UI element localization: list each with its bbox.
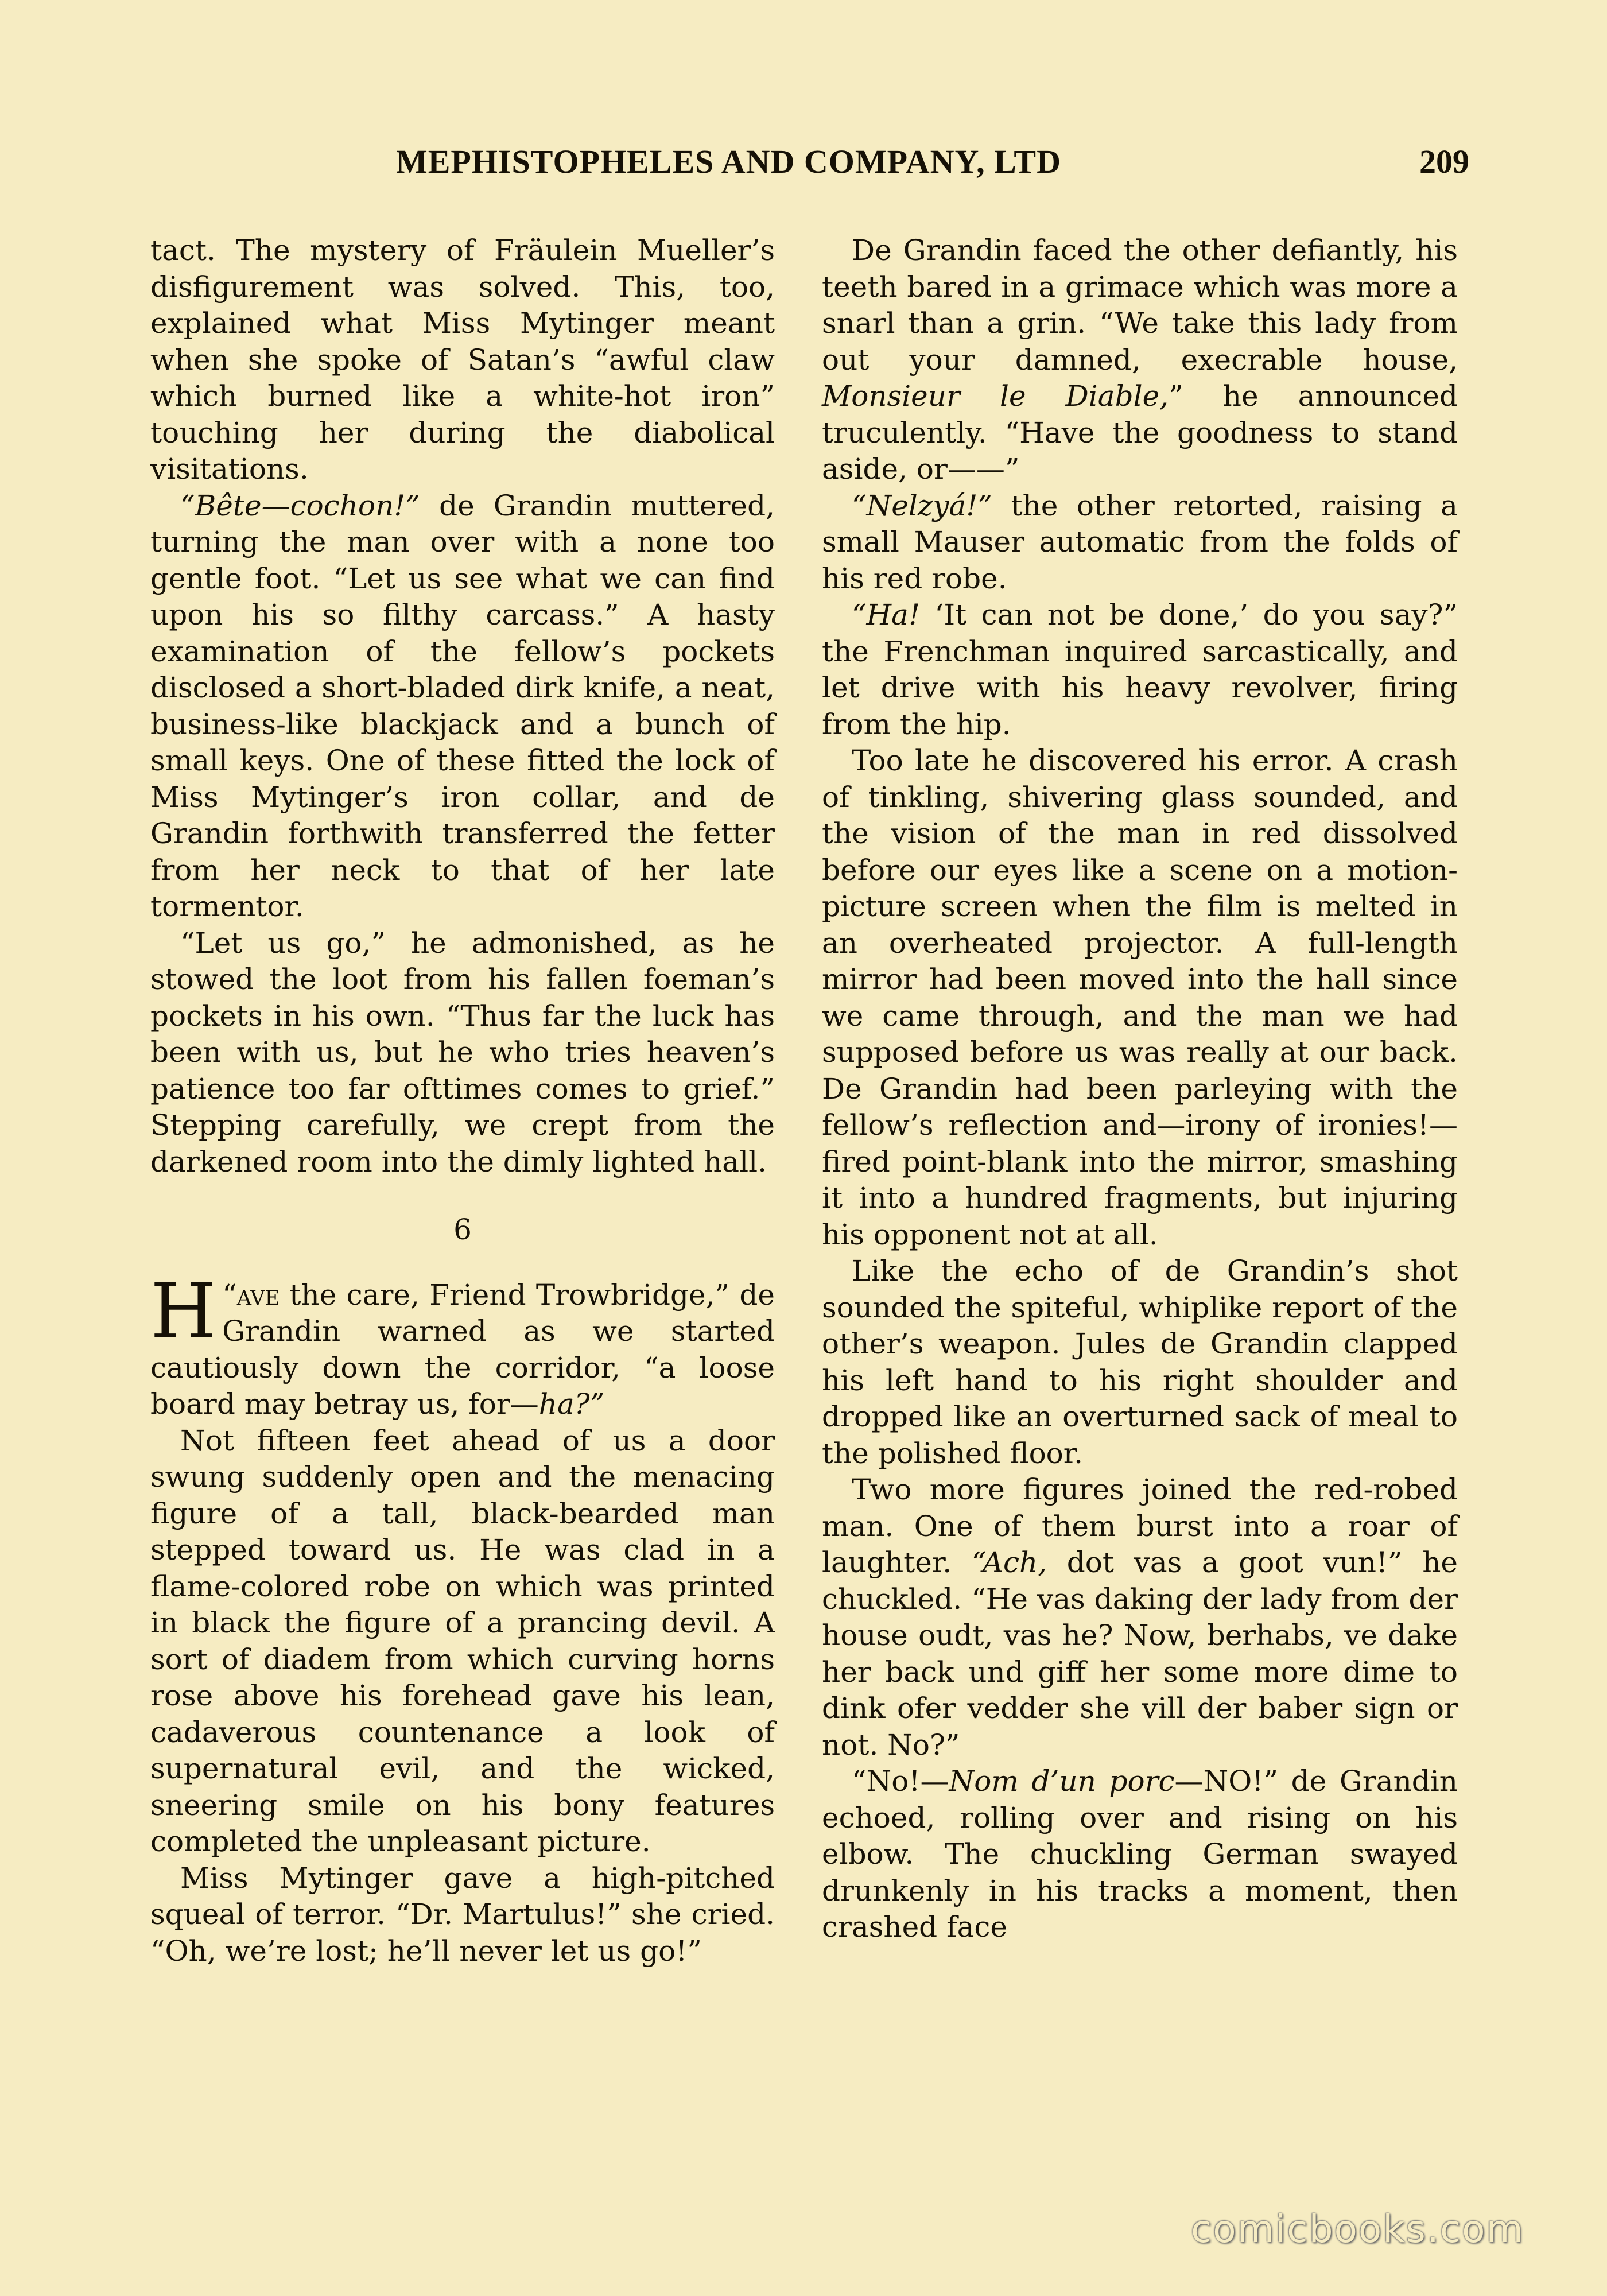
running-title: MEPHISTOPHELES AND COMPANY, LTD	[396, 143, 1061, 180]
paragraph: Not fifteen feet ahead of us a door swung suddenly open and the menacing figure of a tall, black-bearded man stepped toward us. He was clad in a flame-colored robe on which was printed in black the figure of a prancing devil. A sort of diadem from which curving horns rose above his forehead gave his lean, cadaverous countenance a look of supernatural evil, and the wicked, sneering smile on his bony features completed the unpleasant picture.	[150, 1424, 775, 1858]
paragraph: “Ha! ‘It can not be done,’ do you say?” the Frenchman inquired sarcastically, and let drive with his heavy revolver, firing from the hip.	[822, 598, 1458, 741]
paragraph: “Nelzyá!” the other retorted, raising a small Mauser automatic from the folds of his red robe.	[822, 488, 1458, 595]
paragraph: “Bête—cochon!” de Grandin muttered, turning the man over with a none too gentle foot. “Let us see what we can find upon his so filthy carcass.” A hasty examination of the fellow’s pockets disclosed a short-bladed dirk knife, a neat, business-like blackjack and a bunch of small keys. One of these fitted the lock of Miss Mytinger’s iron collar, and de Grandin forthwith transferred the fetter from her neck to that of her late tormentor.	[150, 488, 775, 923]
section-number: 6	[453, 1213, 472, 1246]
left-column	[150, 232, 775, 1969]
page-header	[396, 142, 1469, 188]
paragraph: Too late he discovered his error. A crash of tinkling, shivering glass sounded, and the vision of the man in red dissolved before our eyes like a scene on a motion-picture screen when the film is melted in an overheated projector. A full-length mirror had been moved into the hall since we came through, and the man we had supposed before us was really at our back. De Grandin had been parleying with the fellow’s reflection and—irony of ironies!—fired point-blank into the mirror, smashing it into a hundred fragments, but injuring his opponent not at all.	[822, 744, 1458, 1251]
drop-cap: H	[150, 1267, 217, 1356]
right-column	[822, 232, 1458, 1946]
paragraph: “No!—Nom d’un porc—NO!” de Grandin echoed, rolling over and rising on his elbow. The chuckling German swayed drunkenly in his tracks a moment, then crashed face	[822, 1764, 1458, 1944]
paragraph: “ H ave the care, Friend Trowbridge,” de Grandin warned as we started cautiously down the corridor, “a loose board may betray us, for—ha?”	[150, 1267, 775, 1421]
watermark: comicbooks.com	[1191, 2207, 1524, 2251]
paragraph: Two more figures joined the red-robed man. One of them burst into a roar of laughter. “Ach, dot vas a goot vun!” he chuckled. “He vas daking der lady from der house oudt, vas he? Now, berhabs, ve dake her back und giff her some more dime to dink ofer vedder she vill der baber sign or not. No?”	[822, 1473, 1458, 1762]
paragraph: tact. The mystery of Fräulein Mueller’s disfigurement was solved. This, too, explained what Miss Mytinger meant when she spoke of Satan’s “awful claw which burned like a white-hot iron” touching her during the diabolical visitations.	[150, 234, 775, 486]
paragraph: Like the echo of de Grandin’s shot sounded the spiteful, whiplike report of the other’s weapon. Jules de Grandin clapped his left hand to his right shoulder and dropped like an overturned sack of meal to the polished floor.	[822, 1254, 1458, 1470]
page-number: 209	[1419, 143, 1469, 180]
paragraph: Miss Mytinger gave a high-pitched squeal of terror. “Dr. Martulus!” she cried. “Oh, we’re lost; he’ll never let us go!”	[150, 1861, 775, 1968]
paragraph: “Let us go,” he admonished, as he stowed the loot from his fallen foeman’s pockets in his own. “Thus far the luck has been with us, but he who tries heaven’s patience too far ofttimes comes to grief.” Stepping carefully, we crept from the darkened room into the dimly lighted hall.	[150, 926, 775, 1178]
paragraph: De Grandin faced the other defiantly, his teeth bared in a grimace which was more a snarl than a grin. “We take this lady from out your damned, execrable house, Monsieur le Diable,” he announced truculently. “Have the goodness to stand aside, or——”	[822, 234, 1458, 486]
